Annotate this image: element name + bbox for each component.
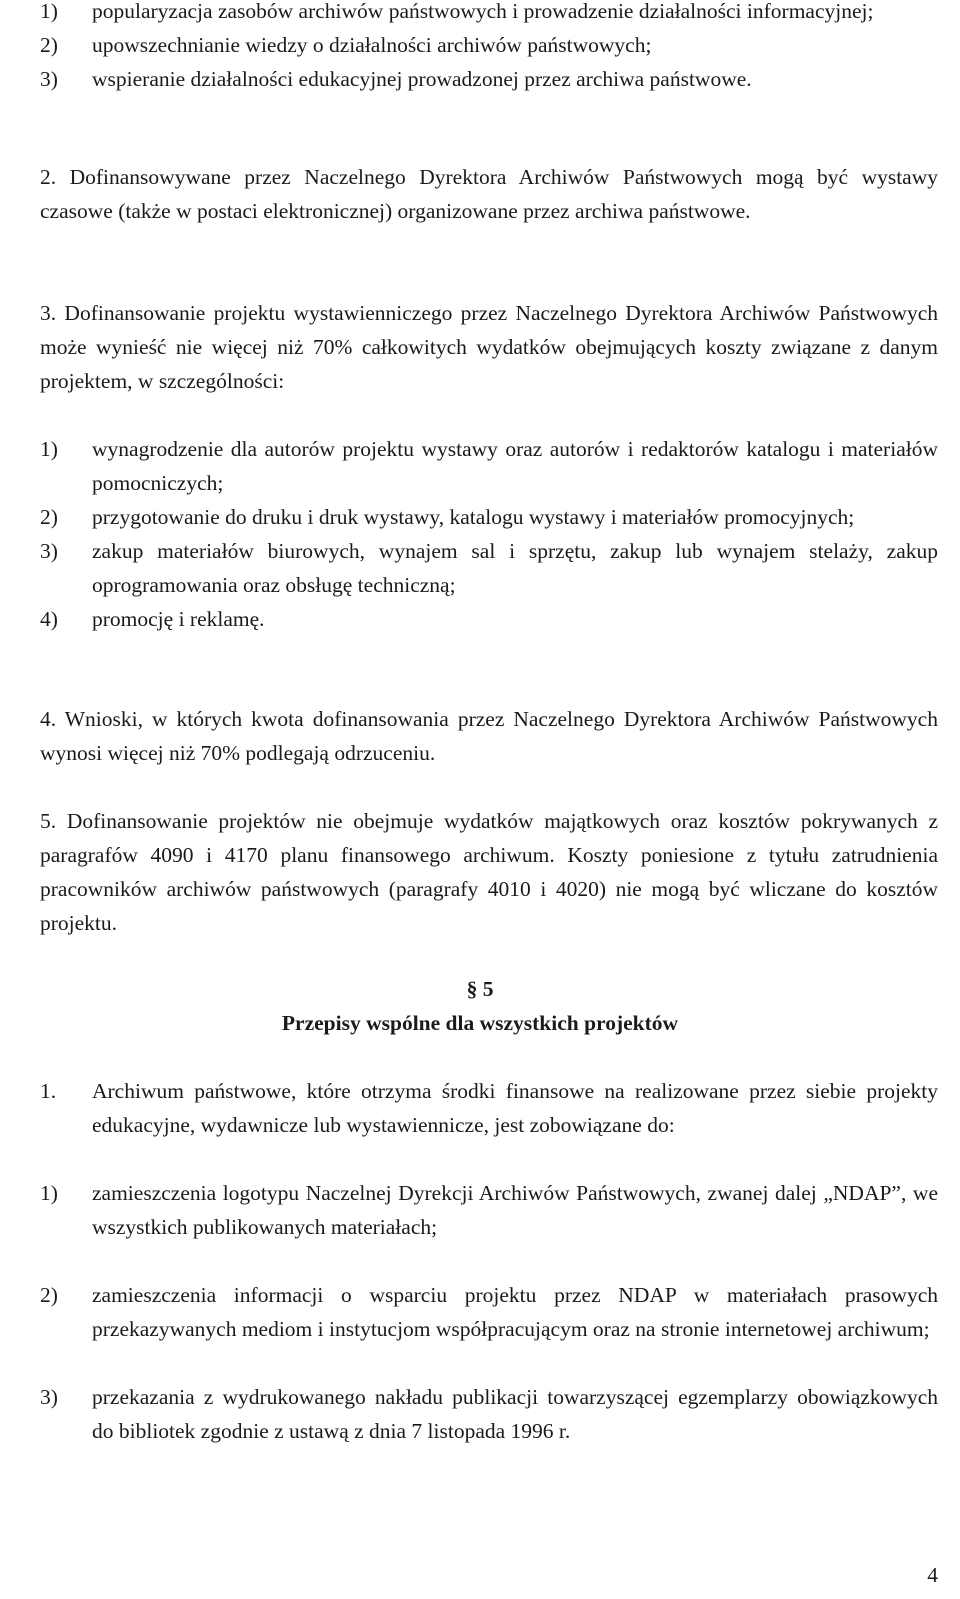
section-3-paragraph xyxy=(40,296,938,398)
list-item xyxy=(40,432,938,500)
point-1-list xyxy=(40,1176,938,1448)
point-number: 1. xyxy=(40,1079,57,1103)
list-item-text: wynagrodzenie dla autorów projektu wystawy oraz autorów i redaktorów katalogu i materiałów pomocniczych; xyxy=(92,437,938,495)
section-number: 5. xyxy=(40,809,57,833)
list-item xyxy=(40,0,938,28)
section-2-paragraph xyxy=(40,160,938,228)
list-item xyxy=(40,500,938,534)
section-text: Wnioski, w których kwota dofinansowania przez Naczelnego Dyrektora Archiwów Państwowych wynosi więcej niż 70% podlegają odrzuceniu. xyxy=(40,707,938,765)
section-3-list xyxy=(40,432,938,636)
list-item-number: 4) xyxy=(40,607,58,631)
list-item-number: 1) xyxy=(40,437,58,461)
paragraph-title: Przepisy wspólne dla wszystkich projektów xyxy=(281,1011,679,1035)
list-item-number: 3) xyxy=(40,67,58,91)
section-number: 2. xyxy=(40,165,57,189)
paragraph-symbol: § 5 xyxy=(466,977,494,1001)
list-item xyxy=(40,602,938,636)
list-item-text: przekazania z wydrukowanego nakładu publikacji towarzyszącej egzemplarzy obowiązkowych do bibliotek zgodnie z ustawą z dnia 7 listopada 1996 r. xyxy=(92,1385,938,1443)
list-item-text: zamieszczenia informacji o wsparciu projektu przez NDAP w materiałach prasowych przekazywanych mediom i instytucjom współpracującym oraz na stronie internetowej archiwum; xyxy=(92,1283,938,1341)
page-number: 4 xyxy=(927,1563,938,1587)
point-text: Archiwum państwowe, które otrzyma środki finansowe na realizowane przez siebie projekty edukacyjne, wydawnicze lub wystawiennicze, jest zobowiązane do: xyxy=(92,1079,938,1137)
list-item xyxy=(40,1278,938,1346)
list-item-number: 1) xyxy=(40,1181,58,1205)
list-item-text: upowszechnianie wiedzy o działalności archiwów państwowych; xyxy=(92,33,652,57)
section-number: 3. xyxy=(40,301,57,325)
paragraph-heading xyxy=(0,972,960,1040)
list-item xyxy=(40,1176,938,1244)
section-number: 4. xyxy=(40,707,57,731)
list-item-text: przygotowanie do druku i druk wystawy, katalogu wystawy i materiałów promocyjnych; xyxy=(92,505,855,529)
list-item-text: promocję i reklamę. xyxy=(92,607,265,631)
section-text: Dofinansowanie projektu wystawienniczego przez Naczelnego Dyrektora Archiwów Państwowych może wynieść nie więcej niż 70% całkowitych wydatków obejmujących koszty związane z danym projektem, w szczególności: xyxy=(40,301,938,393)
intro-list xyxy=(40,0,938,96)
list-item-text: wspieranie działalności edukacyjnej prowadzonej przez archiwa państwowe. xyxy=(92,67,752,91)
list-item-number: 3) xyxy=(40,539,58,563)
section-text: Dofinansowywane przez Naczelnego Dyrektora Archiwów Państwowych mogą być wystawy czasowe (także w postaci elektronicznej) organizowane przez archiwa państwowe. xyxy=(40,165,939,223)
list-item-text: popularyzacja zasobów archiwów państwowych i prowadzenie działalności informacyjnej; xyxy=(92,0,874,23)
list-item-number: 2) xyxy=(40,505,58,529)
section-5-paragraph xyxy=(40,804,938,940)
list-item-text: zamieszczenia logotypu Naczelnej Dyrekcji Archiwów Państwowych, zwanej dalej „NDAP”, we wszystkich publikowanych materiałach; xyxy=(92,1181,938,1239)
list-item-number: 1) xyxy=(40,0,58,23)
list-item xyxy=(40,28,938,62)
list-item xyxy=(40,534,938,602)
list-item-number: 3) xyxy=(40,1385,58,1409)
point-item xyxy=(40,1074,938,1142)
section-text: Dofinansowanie projektów nie obejmuje wydatków majątkowych oraz kosztów pokrywanych z paragrafów 4090 i 4170 planu finansowego archiwum. Koszty poniesione z tytułu zatrudnienia pracowników archiwów państwowych (paragrafy 4010 i 4020) nie mogą być wliczane do kosztów projektu. xyxy=(40,809,939,935)
list-item-text: zakup materiałów biurowych, wynajem sal i sprzętu, zakup lub wynajem stelaży, zakup oprogramowania oraz obsługę techniczną; xyxy=(92,539,938,597)
list-item xyxy=(40,62,938,96)
section-4-paragraph xyxy=(40,702,938,770)
point-1 xyxy=(40,1074,938,1142)
list-item xyxy=(40,1380,938,1448)
list-item-number: 2) xyxy=(40,33,58,57)
list-item-number: 2) xyxy=(40,1283,58,1307)
